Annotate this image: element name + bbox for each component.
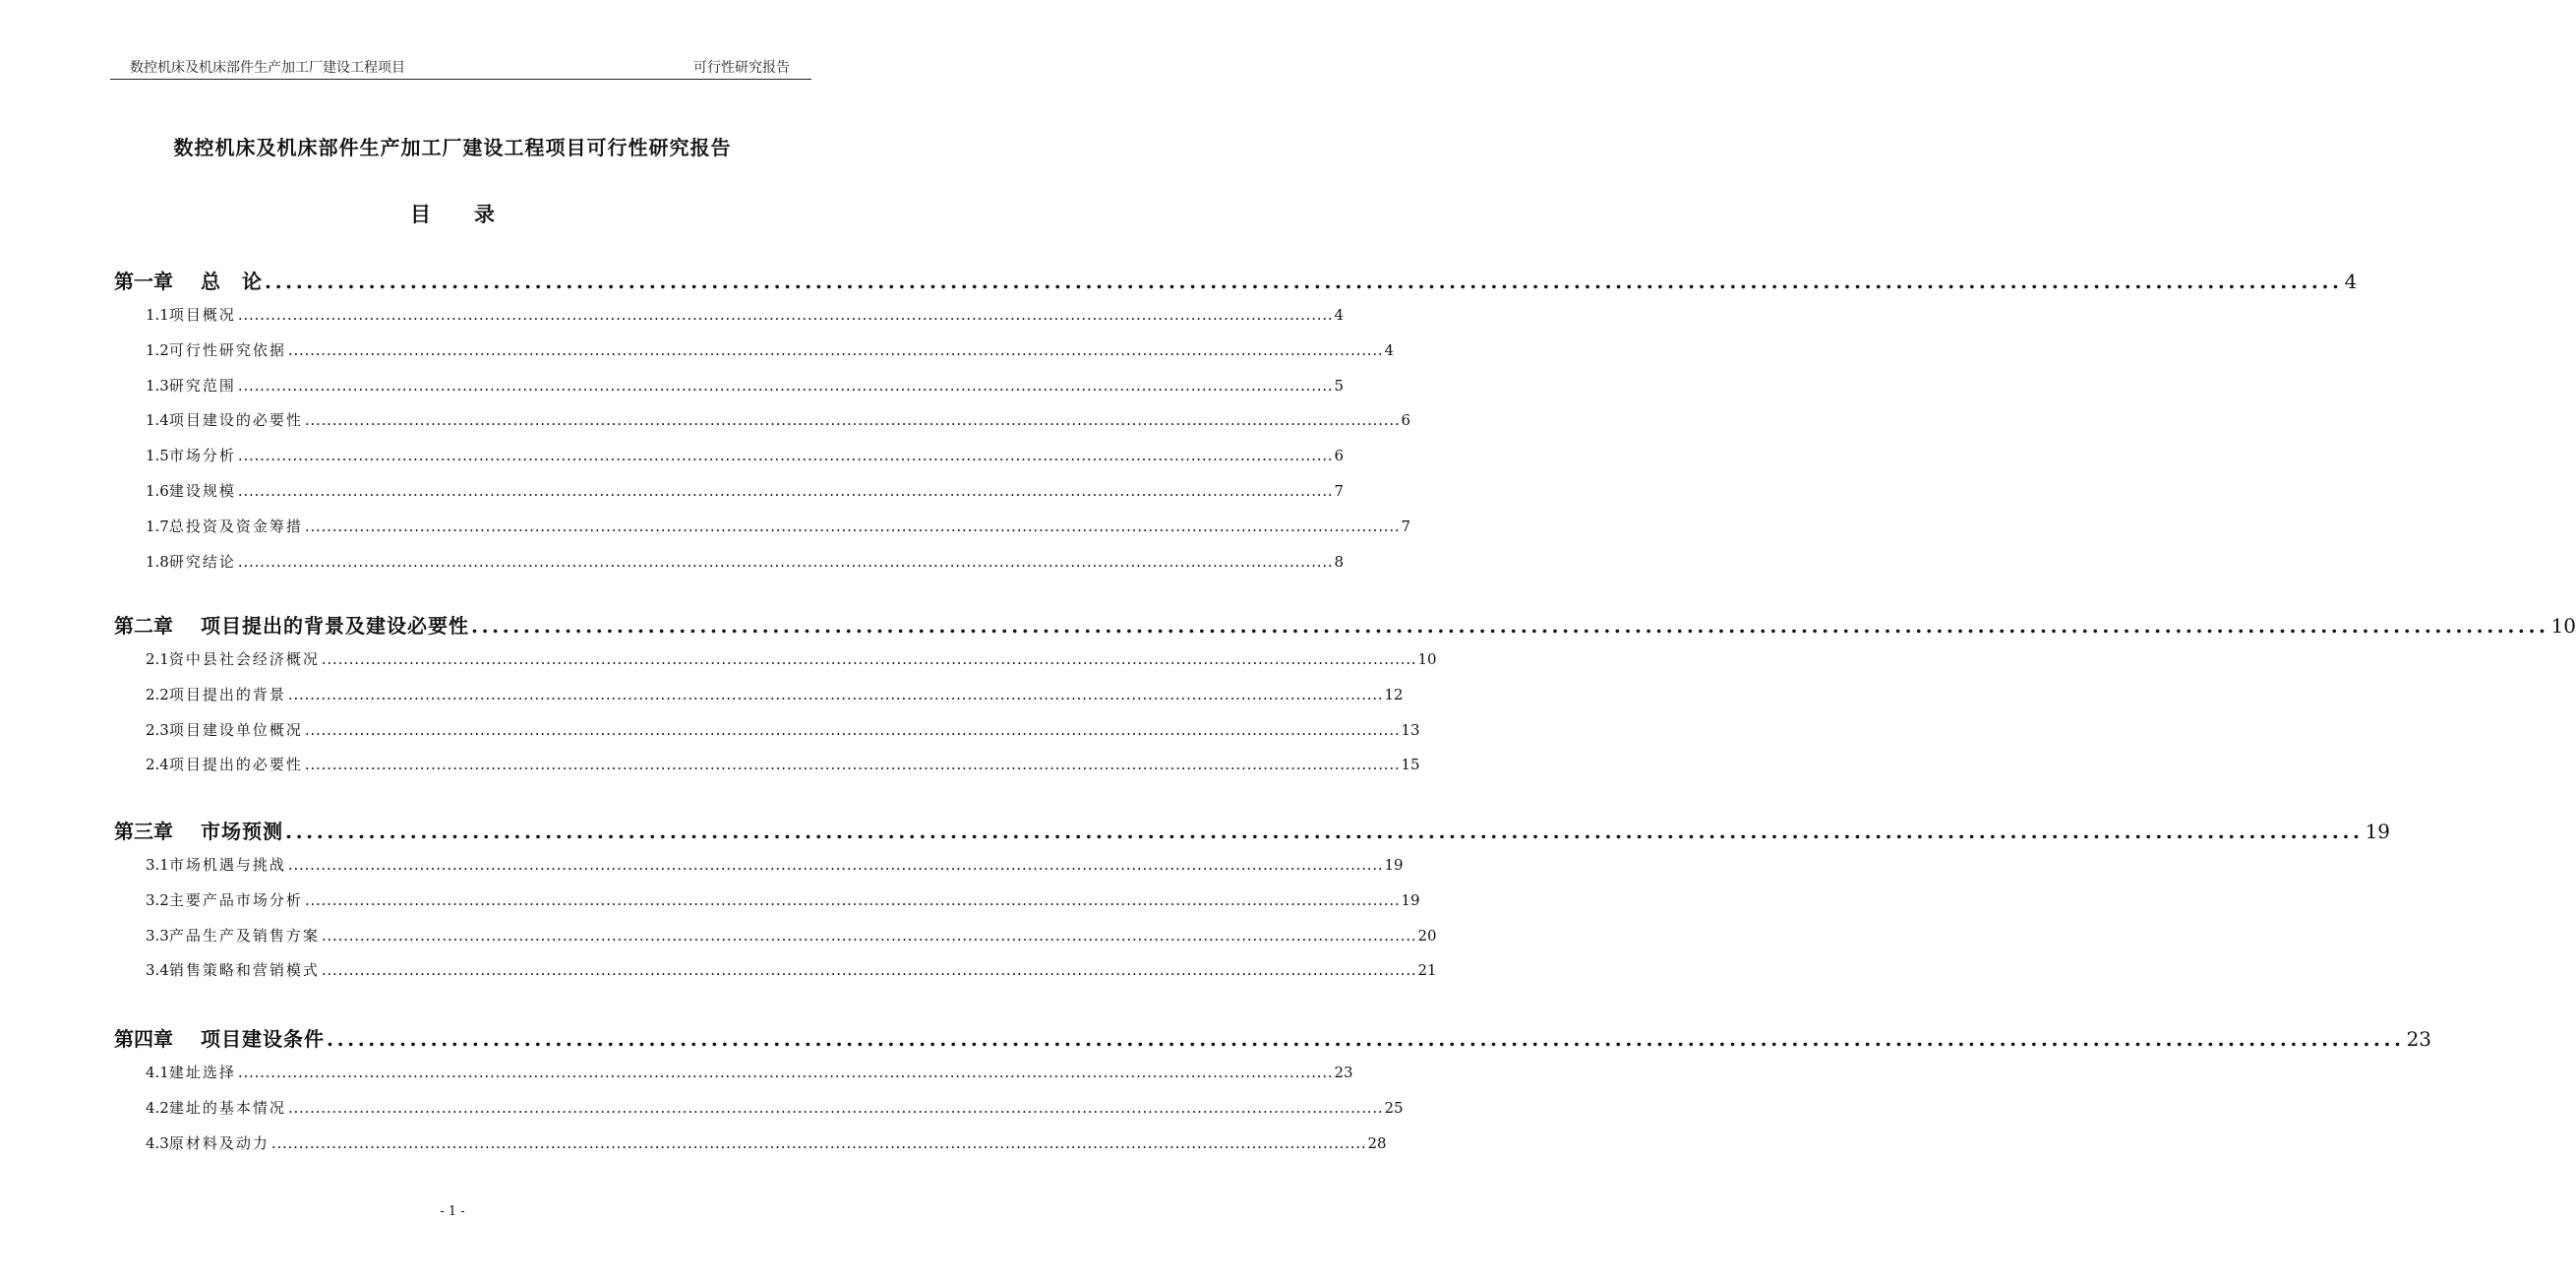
section-number: 3.4 bbox=[146, 961, 169, 980]
section-page-number: 21 bbox=[1417, 961, 1437, 980]
section-page-number: 19 bbox=[1384, 856, 1404, 874]
chapter-page-number: 4 bbox=[2344, 270, 2358, 293]
section-title: 项目建设单位概况 bbox=[168, 720, 303, 739]
section-title: 市场机遇与挑战 bbox=[168, 856, 286, 874]
toc-section-entry[interactable] bbox=[146, 889, 1420, 911]
section-number: 3.2 bbox=[146, 890, 169, 909]
leader-dots: ........................................................................................................................................................................................................ bbox=[237, 1064, 1334, 1081]
document-title: 数控机床及机床部件生产加工厂建设工程项目可行性研究报告 bbox=[173, 136, 732, 159]
leader-dots: ........................................................................................................................................................................................................ bbox=[237, 376, 1334, 395]
section-title: 产品生产及销售方案 bbox=[168, 926, 320, 945]
section-page-number: 10 bbox=[1417, 650, 1437, 668]
leader-dots: ........................................................................................................................................................................................................ bbox=[304, 756, 1401, 774]
toc-section-entry[interactable] bbox=[146, 375, 1345, 396]
leader-dots: ........................................................................................................................................................................................................ bbox=[304, 517, 1401, 535]
section-page-number: 4 bbox=[1384, 340, 1395, 359]
chapter-title: 总 论 bbox=[201, 270, 263, 293]
section-page-number: 5 bbox=[1334, 376, 1345, 395]
section-title: 建址的基本情况 bbox=[168, 1098, 286, 1117]
leader-dots: ........................................................................................................................................................................................................ bbox=[287, 856, 1384, 874]
section-title: 原材料及动力 bbox=[168, 1133, 270, 1152]
section-number: 4.3 bbox=[146, 1133, 169, 1152]
chapter-title: 市场预测 bbox=[201, 820, 283, 843]
toc-chapter-entry[interactable] bbox=[114, 610, 2576, 638]
leader-dots: ........................................................................................................................................................................................................ bbox=[285, 820, 2364, 843]
leader-dots: ........................................................................................................................................................................................................ bbox=[321, 650, 1417, 668]
leader-dots: ........................................................................................................................................................................................................ bbox=[287, 340, 1384, 359]
section-number: 1.1 bbox=[146, 306, 169, 324]
section-title: 销售策略和营销模式 bbox=[168, 961, 320, 980]
section-page-number: 13 bbox=[1401, 720, 1420, 739]
toc-chapter-entry[interactable] bbox=[114, 816, 2391, 843]
chapter-page-number: 10 bbox=[2550, 614, 2576, 638]
section-title: 资中县社会经济概况 bbox=[168, 650, 320, 668]
section-title: 项目提出的背景 bbox=[168, 685, 286, 703]
section-page-number: 7 bbox=[1401, 517, 1411, 535]
leader-dots: ........................................................................................................................................................................................................ bbox=[471, 614, 2549, 638]
chapter-title: 项目建设条件 bbox=[201, 1027, 325, 1051]
header-report-type: 可行性研究报告 bbox=[693, 60, 790, 76]
section-number: 1.4 bbox=[146, 411, 169, 430]
section-number: 2.1 bbox=[146, 650, 169, 668]
section-number: 3.1 bbox=[146, 856, 169, 874]
leader-dots: ........................................................................................................................................................................................................ bbox=[237, 447, 1334, 465]
section-page-number: 20 bbox=[1417, 926, 1437, 945]
section-page-number: 6 bbox=[1401, 411, 1411, 430]
toc-section-entry[interactable] bbox=[146, 551, 1345, 573]
leader-dots: ........................................................................................................................................................................................................ bbox=[321, 961, 1417, 980]
section-page-number: 15 bbox=[1401, 756, 1420, 774]
section-title: 项目提出的必要性 bbox=[168, 756, 303, 774]
toc-section-entry[interactable] bbox=[146, 1097, 1404, 1119]
section-title: 项目概况 bbox=[168, 306, 236, 324]
leader-dots: ........................................................................................................................................................................................................ bbox=[287, 685, 1384, 703]
leader-dots: ........................................................................................................................................................................................................ bbox=[321, 926, 1417, 945]
toc-section-entry[interactable] bbox=[146, 754, 1420, 775]
section-number: 2.2 bbox=[146, 685, 169, 703]
section-title: 可行性研究依据 bbox=[168, 340, 286, 359]
section-page-number: 19 bbox=[1401, 890, 1420, 909]
section-title: 研究范围 bbox=[168, 376, 236, 395]
section-number: 1.6 bbox=[146, 482, 169, 500]
leader-dots: ........................................................................................................................................................................................................ bbox=[237, 306, 1334, 324]
leader-dots: ........................................................................................................................................................................................................ bbox=[304, 720, 1401, 739]
section-title: 主要产品市场分析 bbox=[168, 890, 303, 909]
section-page-number: 23 bbox=[1334, 1064, 1353, 1081]
page-header bbox=[110, 57, 811, 80]
toc-section-entry[interactable] bbox=[146, 959, 1437, 981]
section-number: 2.3 bbox=[146, 720, 169, 739]
toc-section-entry[interactable] bbox=[146, 719, 1420, 741]
section-page-number: 6 bbox=[1334, 447, 1345, 465]
chapter-page-number: 23 bbox=[2406, 1027, 2432, 1051]
section-number: 2.4 bbox=[146, 756, 169, 774]
chapter-number: 第二章 bbox=[114, 614, 173, 638]
toc-section-entry[interactable] bbox=[146, 409, 1411, 431]
toc-title: 目录 bbox=[410, 202, 538, 226]
chapter-page-number: 19 bbox=[2365, 820, 2391, 843]
page-number: - 1 - bbox=[440, 1204, 465, 1219]
chapter-number: 第四章 bbox=[114, 1027, 173, 1051]
chapter-title: 项目提出的背景及建设必要性 bbox=[201, 614, 469, 638]
toc-section-entry[interactable] bbox=[146, 648, 1437, 670]
leader-dots: ........................................................................................................................................................................................................ bbox=[304, 890, 1401, 909]
leader-dots: ........................................................................................................................................................................................................ bbox=[237, 552, 1334, 571]
toc-section-entry[interactable] bbox=[146, 339, 1395, 361]
header-project-name: 数控机床及机床部件生产加工厂建设工程项目 bbox=[130, 60, 405, 76]
toc-chapter-entry[interactable] bbox=[114, 1023, 2432, 1051]
section-title: 市场分析 bbox=[168, 447, 236, 465]
toc-chapter-entry[interactable] bbox=[114, 266, 2358, 293]
section-title: 总投资及资金筹措 bbox=[168, 517, 303, 535]
toc-section-entry[interactable] bbox=[146, 854, 1404, 876]
toc-section-entry[interactable] bbox=[146, 1062, 1353, 1083]
leader-dots: ........................................................................................................................................................................................................ bbox=[270, 1133, 1367, 1152]
section-page-number: 4 bbox=[1334, 306, 1345, 324]
section-page-number: 8 bbox=[1334, 552, 1345, 571]
chapter-number: 第三章 bbox=[114, 820, 173, 843]
chapter-number: 第一章 bbox=[114, 270, 173, 293]
section-title: 研究结论 bbox=[168, 552, 236, 571]
leader-dots: ........................................................................................................................................................................................................ bbox=[265, 270, 2343, 293]
toc-section-entry[interactable] bbox=[146, 445, 1345, 466]
toc-section-entry[interactable] bbox=[146, 1132, 1387, 1154]
section-number: 1.8 bbox=[146, 552, 169, 571]
section-number: 1.7 bbox=[146, 517, 169, 535]
leader-dots: ........................................................................................................................................................................................................ bbox=[304, 411, 1401, 430]
toc-section-entry[interactable] bbox=[146, 480, 1345, 502]
section-number: 1.3 bbox=[146, 376, 169, 395]
section-page-number: 25 bbox=[1384, 1098, 1404, 1117]
section-number: 4.1 bbox=[146, 1064, 169, 1081]
toc-section-entry[interactable] bbox=[146, 304, 1345, 326]
section-page-number: 7 bbox=[1334, 482, 1345, 500]
section-page-number: 28 bbox=[1367, 1133, 1387, 1152]
section-page-number: 12 bbox=[1384, 685, 1404, 703]
section-title: 建设规模 bbox=[168, 482, 236, 500]
section-title: 项目建设的必要性 bbox=[168, 411, 303, 430]
section-number: 1.5 bbox=[146, 447, 169, 465]
section-number: 4.2 bbox=[146, 1098, 169, 1117]
leader-dots: ........................................................................................................................................................................................................ bbox=[237, 482, 1334, 500]
section-number: 3.3 bbox=[146, 926, 169, 945]
section-number: 1.2 bbox=[146, 340, 169, 359]
toc-section-entry[interactable] bbox=[146, 925, 1437, 946]
section-title: 建址选择 bbox=[168, 1064, 236, 1081]
toc-section-entry[interactable] bbox=[146, 516, 1411, 537]
leader-dots: ........................................................................................................................................................................................................ bbox=[327, 1027, 2405, 1051]
toc-section-entry[interactable] bbox=[146, 684, 1404, 705]
leader-dots: ........................................................................................................................................................................................................ bbox=[287, 1098, 1384, 1117]
